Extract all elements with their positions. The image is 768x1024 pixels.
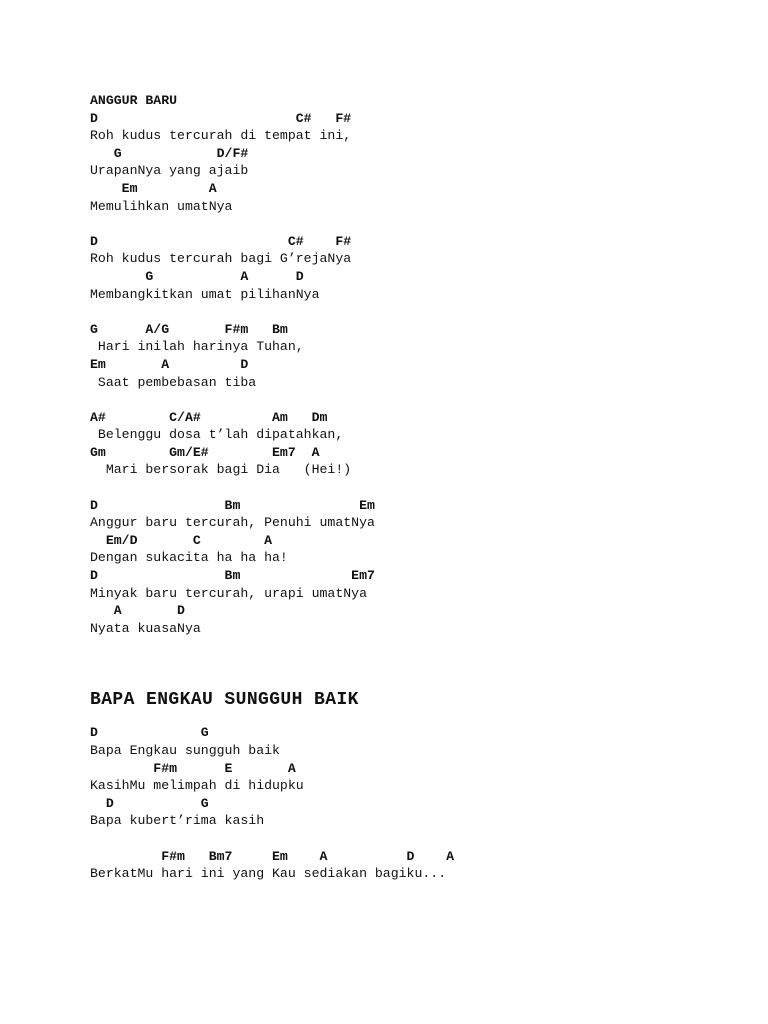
lyric-line: Dengan sukacita ha ha ha!	[90, 550, 288, 566]
chord-sheet-page	[90, 92, 750, 883]
chord-line: D C# F#	[90, 233, 352, 249]
song-anggur-baru	[90, 92, 750, 637]
lyric-line: Hari inilah harinya Tuhan,	[90, 339, 304, 355]
chord-line: D G	[90, 725, 209, 741]
blank-line	[90, 303, 750, 321]
lyric-line: Roh kudus tercurah bagi G’rejaNya	[90, 251, 352, 267]
chord-line: G D/F#	[90, 145, 249, 161]
lyric-line: Anggur baru tercurah, Penuhi umatNya	[90, 515, 375, 531]
lyric-line: Saat pembebasan tiba	[90, 374, 257, 390]
song-title-anggur-baru: ANGGUR BARU	[90, 93, 178, 108]
song-bapa-engkau-sungguh-baik	[90, 724, 750, 882]
lyric-line: Mari bersorak bagi Dia (Hei!)	[90, 462, 352, 478]
lyric-line: Bapa Engkau sungguh baik	[90, 743, 280, 758]
chord-line: Em/D C A	[90, 532, 273, 548]
lyric-line: Minyak baru tercurah, urapi umatNya	[90, 585, 367, 601]
blank-line	[90, 830, 750, 848]
lyric-line: KasihMu melimpah di hidupku	[90, 778, 304, 794]
lyric-line: Memulihkan umatNya	[90, 198, 233, 214]
lyric-line: Nyata kuasaNya	[90, 620, 201, 636]
chord-line: A D	[90, 603, 185, 619]
lyric-line: Membangkitkan umat pilihanNya	[90, 286, 320, 302]
song-title-bapa-engkau-sungguh-baik: BAPA ENGKAU SUNGGUH BAIK	[90, 690, 359, 711]
blank-line	[90, 391, 750, 409]
chord-line: F#m E A	[90, 760, 296, 776]
chord-line: Gm Gm/E# Em7 A	[90, 444, 320, 460]
chord-line: G A/G F#m Bm	[90, 321, 288, 337]
lyric-line: Belenggu dosa t’lah dipatahkan,	[90, 427, 344, 443]
chord-line: Em A D	[90, 356, 249, 372]
lyric-line: Roh kudus tercurah di tempat ini,	[90, 128, 352, 144]
chord-line: A# C/A# Am Dm	[90, 409, 328, 425]
lyric-line: Bapa kubert’rima kasih	[90, 813, 265, 829]
chord-line: G A D	[90, 268, 304, 284]
chord-line: Em A	[90, 180, 217, 196]
chord-line: D Bm Em7	[90, 568, 375, 584]
lyric-line: BerkatMu hari ini yang Kau sediakan bagiku...	[90, 866, 447, 882]
blank-line	[90, 479, 750, 497]
chord-line: F#m Bm7 Em A D A	[90, 848, 455, 864]
chord-line: D Bm Em	[90, 497, 375, 513]
chord-line: D C# F#	[90, 110, 352, 126]
blank-line	[90, 215, 750, 233]
chord-line: D G	[90, 795, 209, 811]
lyric-line: UrapanNya yang ajaib	[90, 163, 249, 179]
